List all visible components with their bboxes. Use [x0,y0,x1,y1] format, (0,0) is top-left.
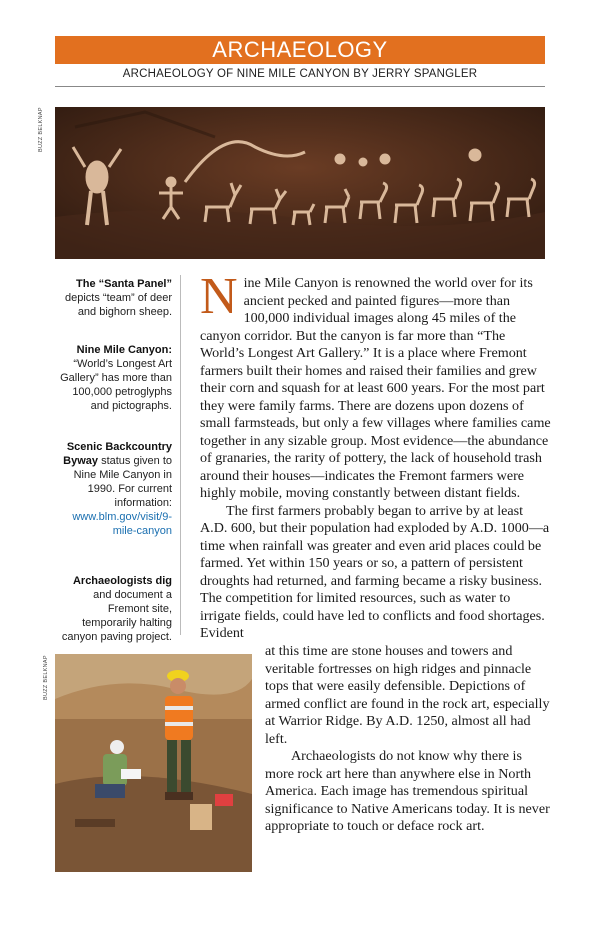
article-body [200,268,552,643]
article-body-wrap [265,643,552,836]
dig-site-illustration [55,654,252,872]
paragraph-3: Archaeologists do not know why there is more rock art here than anywhere else in North America. Each image has tremendous spiritual significance to Native Americans today. It is never appropriate to touch or deface rock art. [265,748,550,834]
section-title: ARCHAEOLOGY [212,37,388,62]
caption-nine-mile [55,343,172,413]
caption-title: Archaeologists dig [72,575,172,587]
header-rule [55,86,545,87]
caption-title: Nine Mile Canyon: [76,344,172,356]
caption-text: and document a Fremont site, temporarily halting canyon paving project. [61,589,172,643]
caption-archaeologists [55,574,172,644]
petroglyph-photo [55,107,545,259]
paragraph-2-continued: at this time are stone houses and towers and veritable fortresses on high ridges and pinnacle tops that were easily defensible. Depictions of armed conflict are found in the rock art, especially at Warrior Ridge. By A.D. 1250, almost all had left. [265,643,550,747]
caption-santa-panel [55,277,172,319]
column-divider [180,275,181,635]
blm-link[interactable]: www.blm.gov/visit/9-mile-canyon [72,511,172,537]
caption-text: status given to Nine Mile Canyon in 1990. For current information: [73,455,172,509]
article-subtitle: ARCHAEOLOGY OF NINE MILE CANYON BY JERRY SPANGLER [122,68,478,80]
caption-title: Scenic Backcountry Byway [63,441,172,467]
photo-credit-top: BUZZ BELKNAP [38,107,44,152]
paragraph-1-text: ine Mile Canyon is renowned the world over for its ancient pecked and painted figures—more than 100,000 individual images along 45 miles of the canyon corridor. But the canyon is far more than “The World’s Longest Art Gallery.” It is a place where Fremont farmers built their homes and raised their families and grew their corn and squash for at least 600 years. For the most part they were family farms. There are dozens upon dozens of small farmsteads, but only a few villages where families came together in any sizable group. Most evidence—the abundance of granaries, the rarity of pottery, the lack of household trash around their houses—indicates the Fremont farmers were highly mobile, moving constantly between distant fields. [200,275,551,501]
section-banner [55,36,545,64]
petroglyph-illustration [55,107,545,259]
drop-cap: N [200,268,238,325]
paragraph-2: The first farmers probably began to arrive by at least A.D. 600, but their population had exploded by A.D. 1000—a time when rainfall was greater and even arid places could be farmed. Yet within 150 years or so, a pattern of persistent droughts had returned, and farming became a risky business. The competition for limited resources, such as water to irrigate fields, could have led to conflicts and food shortages. Evident [200,502,550,641]
photo-credit-bottom: BUZZ BELKNAP [43,655,49,700]
caption-text: depicts “team” of deer and bighorn sheep. [65,292,172,318]
caption-byway [55,440,172,538]
paragraph-1 [200,268,552,503]
archaeologists-photo [55,654,252,872]
caption-text: “World’s Longest Art Gallery” has more than 100,000 petroglyphs and pictographs. [60,358,172,412]
caption-title: The “Santa Panel” [76,278,172,290]
